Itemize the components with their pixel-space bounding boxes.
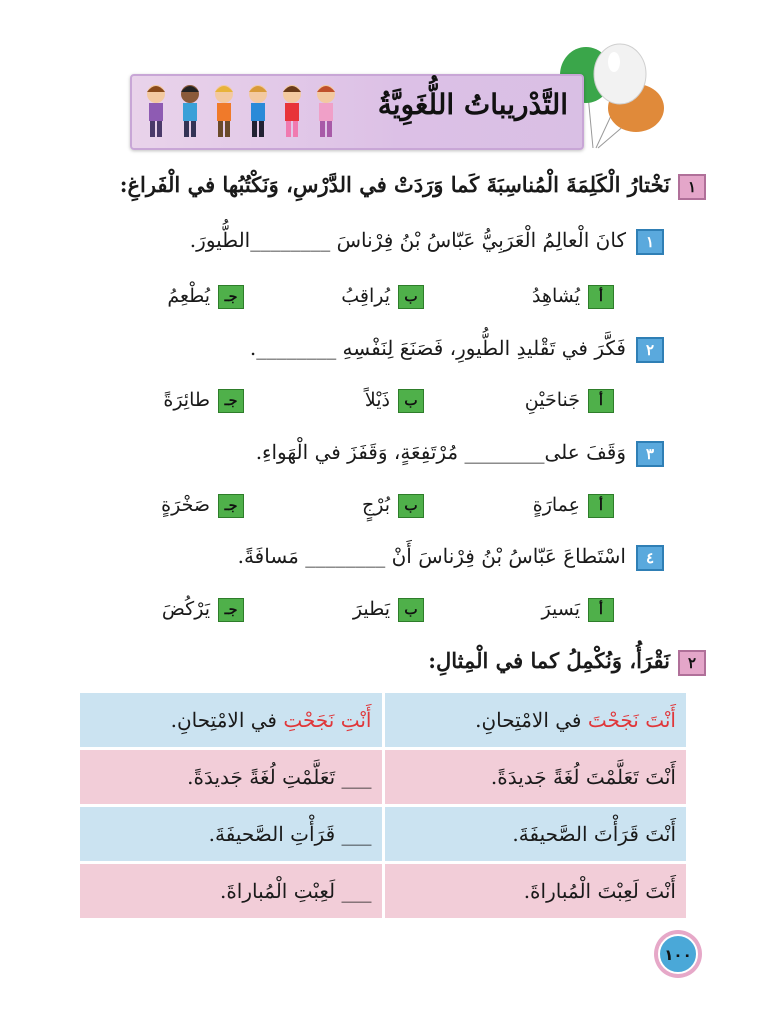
question-1 — [190, 228, 664, 255]
q1-option-b[interactable]: بيُراقِبُ — [341, 285, 424, 309]
masculine-cell: أَنْتَ تَعَلَّمْتَ لُغَةً جَديدَةً. — [385, 750, 687, 804]
table-row — [80, 807, 686, 861]
example-masculine: أَنْتَ نَجَحْتَ في الامْتِحانِ. — [385, 693, 687, 747]
q2-option-a[interactable]: أجَناحَيْنِ — [525, 389, 614, 413]
question-3 — [256, 440, 664, 467]
children-illustration-icon — [138, 80, 368, 144]
q3-option-a[interactable]: أعِمارَةٍ — [533, 494, 614, 518]
question-1-number: ١ — [636, 229, 664, 255]
section2-instruction-text: نَقْرَأُ، وَنُكْمِلُ كما في الْمِثالِ: — [428, 648, 670, 673]
section1-instruction — [120, 172, 706, 200]
q4-option-b[interactable]: بيَطيرَ — [353, 598, 424, 622]
section1-instruction-text: نَخْتارُ الْكَلِمَةَ الْمُناسِبَةَ كَما وَرَدَتْ في الدَّرْسِ، وَنَكْتُبُها في الْفَراغِ: — [119, 172, 670, 197]
page-title: التَّدْريباتُ اللُّغَوِيَّةُ — [377, 88, 568, 121]
question-4 — [238, 544, 664, 571]
page-number: ١٠٠ — [664, 946, 692, 964]
section2-number: ٢ — [678, 650, 706, 676]
question-2-text: فَكَّرَ في تَقْليدِ الطُّيورِ، فَصَنَعَ لِنَفْسِهِ ________. — [249, 336, 626, 360]
q3-option-c[interactable]: جـصَخْرَةٍ — [161, 494, 244, 518]
table-row — [80, 864, 686, 918]
completion-table — [77, 690, 689, 921]
section1-number: ١ — [678, 174, 706, 200]
table-row — [80, 750, 686, 804]
question-4-text: اسْتَطاعَ عَبّاسُ بْنُ فِرْناسَ أَنْ ________ مَسافَةً. — [237, 544, 626, 568]
question-4-number: ٤ — [636, 545, 664, 571]
question-1-text: كانَ الْعالِمُ الْعَرَبِيُّ عَبّاسُ بْنُ فِرْناسَ ________الطُّيورَ. — [189, 228, 626, 252]
q2-option-c[interactable]: جـطائِرَةً — [163, 389, 244, 413]
masculine-cell: أَنْتَ لَعِبْتَ الْمُباراةَ. — [385, 864, 687, 918]
masculine-cell: أَنْتَ قَرَأْتَ الصَّحيفَةَ. — [385, 807, 687, 861]
page-number-badge — [652, 928, 704, 980]
title-banner — [130, 74, 584, 150]
question-2 — [250, 336, 664, 363]
question-2-number: ٢ — [636, 337, 664, 363]
q1-option-a[interactable]: أيُشاهِدُ — [532, 285, 614, 309]
example-feminine: أَنْتِ نَجَحْتِ في الامْتِحانِ. — [80, 693, 382, 747]
feminine-blank-cell[interactable]: ___ لَعِبْتِ الْمُباراةَ. — [80, 864, 382, 918]
question-3-number: ٣ — [636, 441, 664, 467]
q4-option-c[interactable]: جـيَرْكُضَ — [162, 598, 244, 622]
feminine-blank-cell[interactable]: ___ تَعَلَّمْتِ لُغَةً جَديدَةً. — [80, 750, 382, 804]
question-3-text: وَقَفَ على________ مُرْتَفِعَةٍ، وَقَفَزَ في الْهَواءِ. — [255, 440, 626, 464]
q3-option-b[interactable]: ببُرْجٍ — [362, 494, 424, 518]
feminine-blank-cell[interactable]: ___ قَرَأْتِ الصَّحيفَةَ. — [80, 807, 382, 861]
table-row-example — [80, 693, 686, 747]
q2-option-b[interactable]: بذَيْلاً — [365, 389, 424, 413]
q1-option-c[interactable]: جـيُطْعِمُ — [167, 285, 244, 309]
section2-instruction — [428, 648, 706, 676]
q4-option-a[interactable]: أيَسيرَ — [542, 598, 614, 622]
